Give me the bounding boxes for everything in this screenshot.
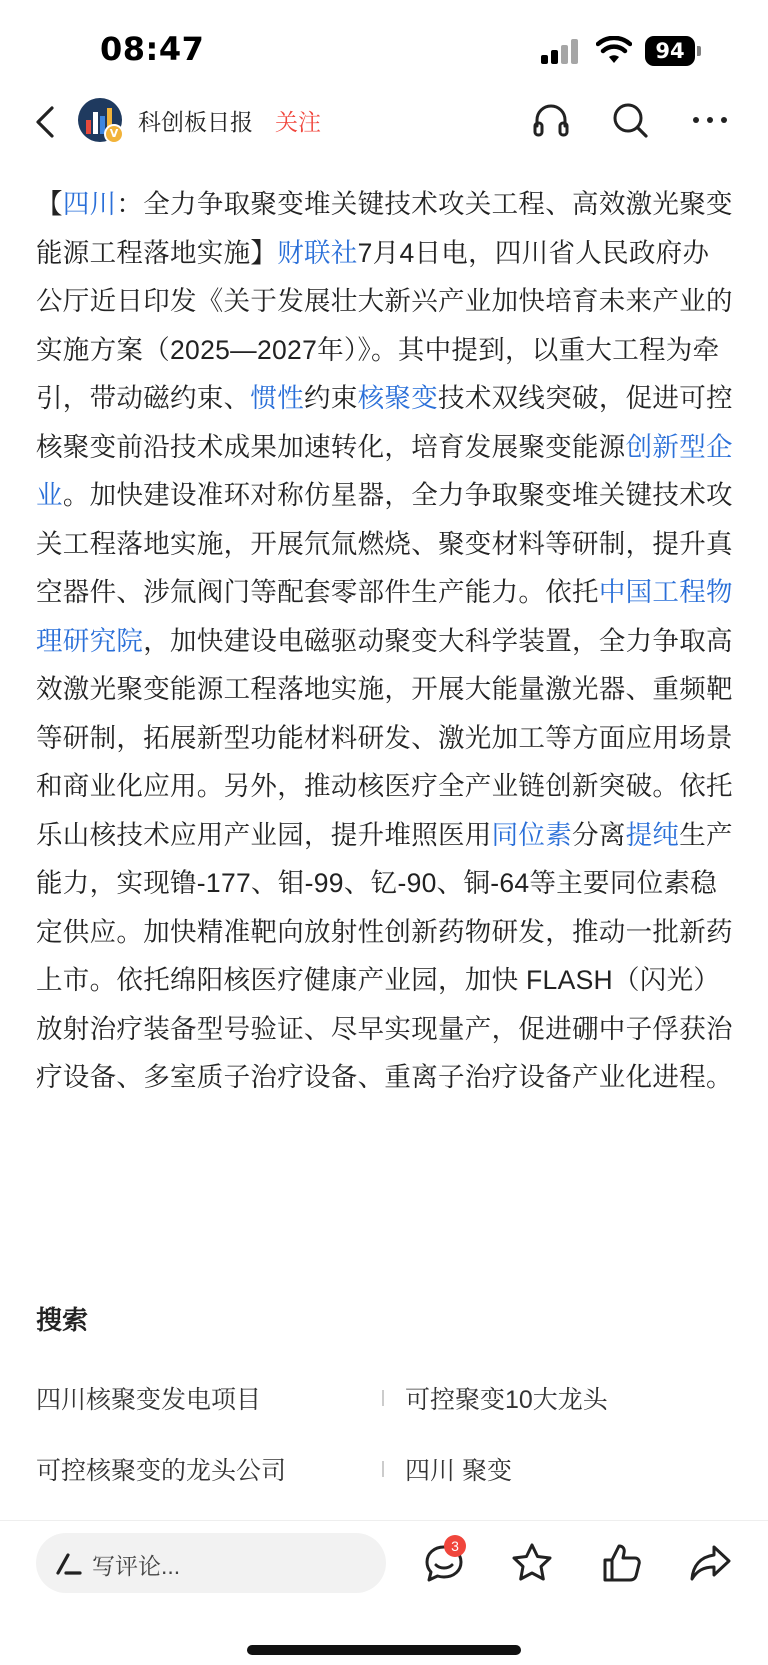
search-suggestion[interactable]: 可控核聚变的龙头公司 [36,1457,287,1485]
search-icon[interactable] [610,100,650,140]
article-text: 。加快建设准环对称仿星器，全力争取聚变堆关键技术攻关工程落地实施，开展氘氚燃烧、聚变材料等研制，提升真空器件、涉氚阀门等配套零部件生产能力。依托 [36,480,733,607]
home-indicator [247,1645,521,1655]
comment-input[interactable] [36,1533,386,1593]
status-bar [0,0,768,92]
battery-icon [645,36,701,66]
article-text: ：全力争取聚变堆关键技术攻关工程、高效激光聚变能源工程落地实施】 [36,189,733,268]
article-text: 7月4日电，四川省人民政府办公厅近日印发《关于发展壮大新兴产业加快培育未来产业的实施方案（2025—2027年）》。其中提到，以重大工程为牵引，带动磁约束、 [36,237,733,413]
article-text: 分离 [572,819,626,850]
search-heading: 搜索 [36,1305,89,1335]
article-link[interactable]: 提纯 [625,819,680,850]
article-text: 生产能力，实现镥-177、钼-99、钇-90、铜-64等主要同位素稳定供应。加快精准靶向放射性创新药物研发，推动一批新药上市。依托绵阳核医疗健康产业园，加快 FLASH（闪光）放射治疗装备型号验证、尽早实现量产，促进硼中子俘获治疗设备、多室质子治疗设备、重离子治疗设备产业化进程。 [36,819,733,1092]
back-icon[interactable] [28,100,68,144]
comment-placeholder: 写评论... [92,1553,181,1579]
verified-badge-icon: V [104,124,124,144]
article-link[interactable]: 创新型企业 [36,431,733,510]
article-link[interactable]: 同位素 [491,819,573,850]
article-link[interactable]: 惯性 [250,383,305,413]
nav-bar [0,92,768,152]
article-link[interactable]: 四川 [62,189,117,219]
share-icon[interactable] [688,1541,732,1585]
follow-button[interactable]: 关注 [275,109,321,135]
thumbs-up-icon[interactable] [599,1541,643,1585]
article-text: 技术双线突破，促进可控核聚变前沿技术成果加速转化，培育发展聚变能源 [36,383,733,462]
article-text: ，加快建设电磁驱动聚变大科学装置，全力争取高效激光聚变能源工程落地实施，开展大能量激光器、重频靶等研制，拓展新型功能材料研发、激光加工等方面应用场景和商业化应用。另外，推动核医疗全产业链创新突破。依托乐山核技术应用产业园，提升堆照医用 [36,625,733,850]
more-icon[interactable] [690,100,730,140]
article-link[interactable]: 中国工程物理研究院 [36,577,733,656]
pen-icon [54,1549,84,1577]
article-text: 约束 [304,383,358,413]
star-icon[interactable] [510,1541,554,1585]
article-body [36,180,736,1102]
search-suggestion[interactable]: 四川核聚变发电项目 [36,1386,262,1414]
search-suggestion[interactable]: 四川 聚变 [405,1457,512,1485]
headphones-icon[interactable] [531,100,571,140]
status-time: 08:47 [100,30,205,68]
article-link[interactable]: 财联社 [277,237,358,268]
wifi-icon [596,36,632,66]
divider [382,1461,384,1477]
divider [382,1390,384,1406]
search-suggestion[interactable]: 可控聚变10大龙头 [405,1386,608,1414]
article-text: 【 [36,189,63,219]
comment-count-badge: 3 [444,1535,466,1557]
cellular-signal-icon [541,38,581,64]
battery-level: 94 [645,36,695,66]
bottom-toolbar [0,1520,768,1665]
account-name[interactable]: 科创板日报 [138,109,253,135]
article-link[interactable]: 核聚变 [357,383,439,413]
